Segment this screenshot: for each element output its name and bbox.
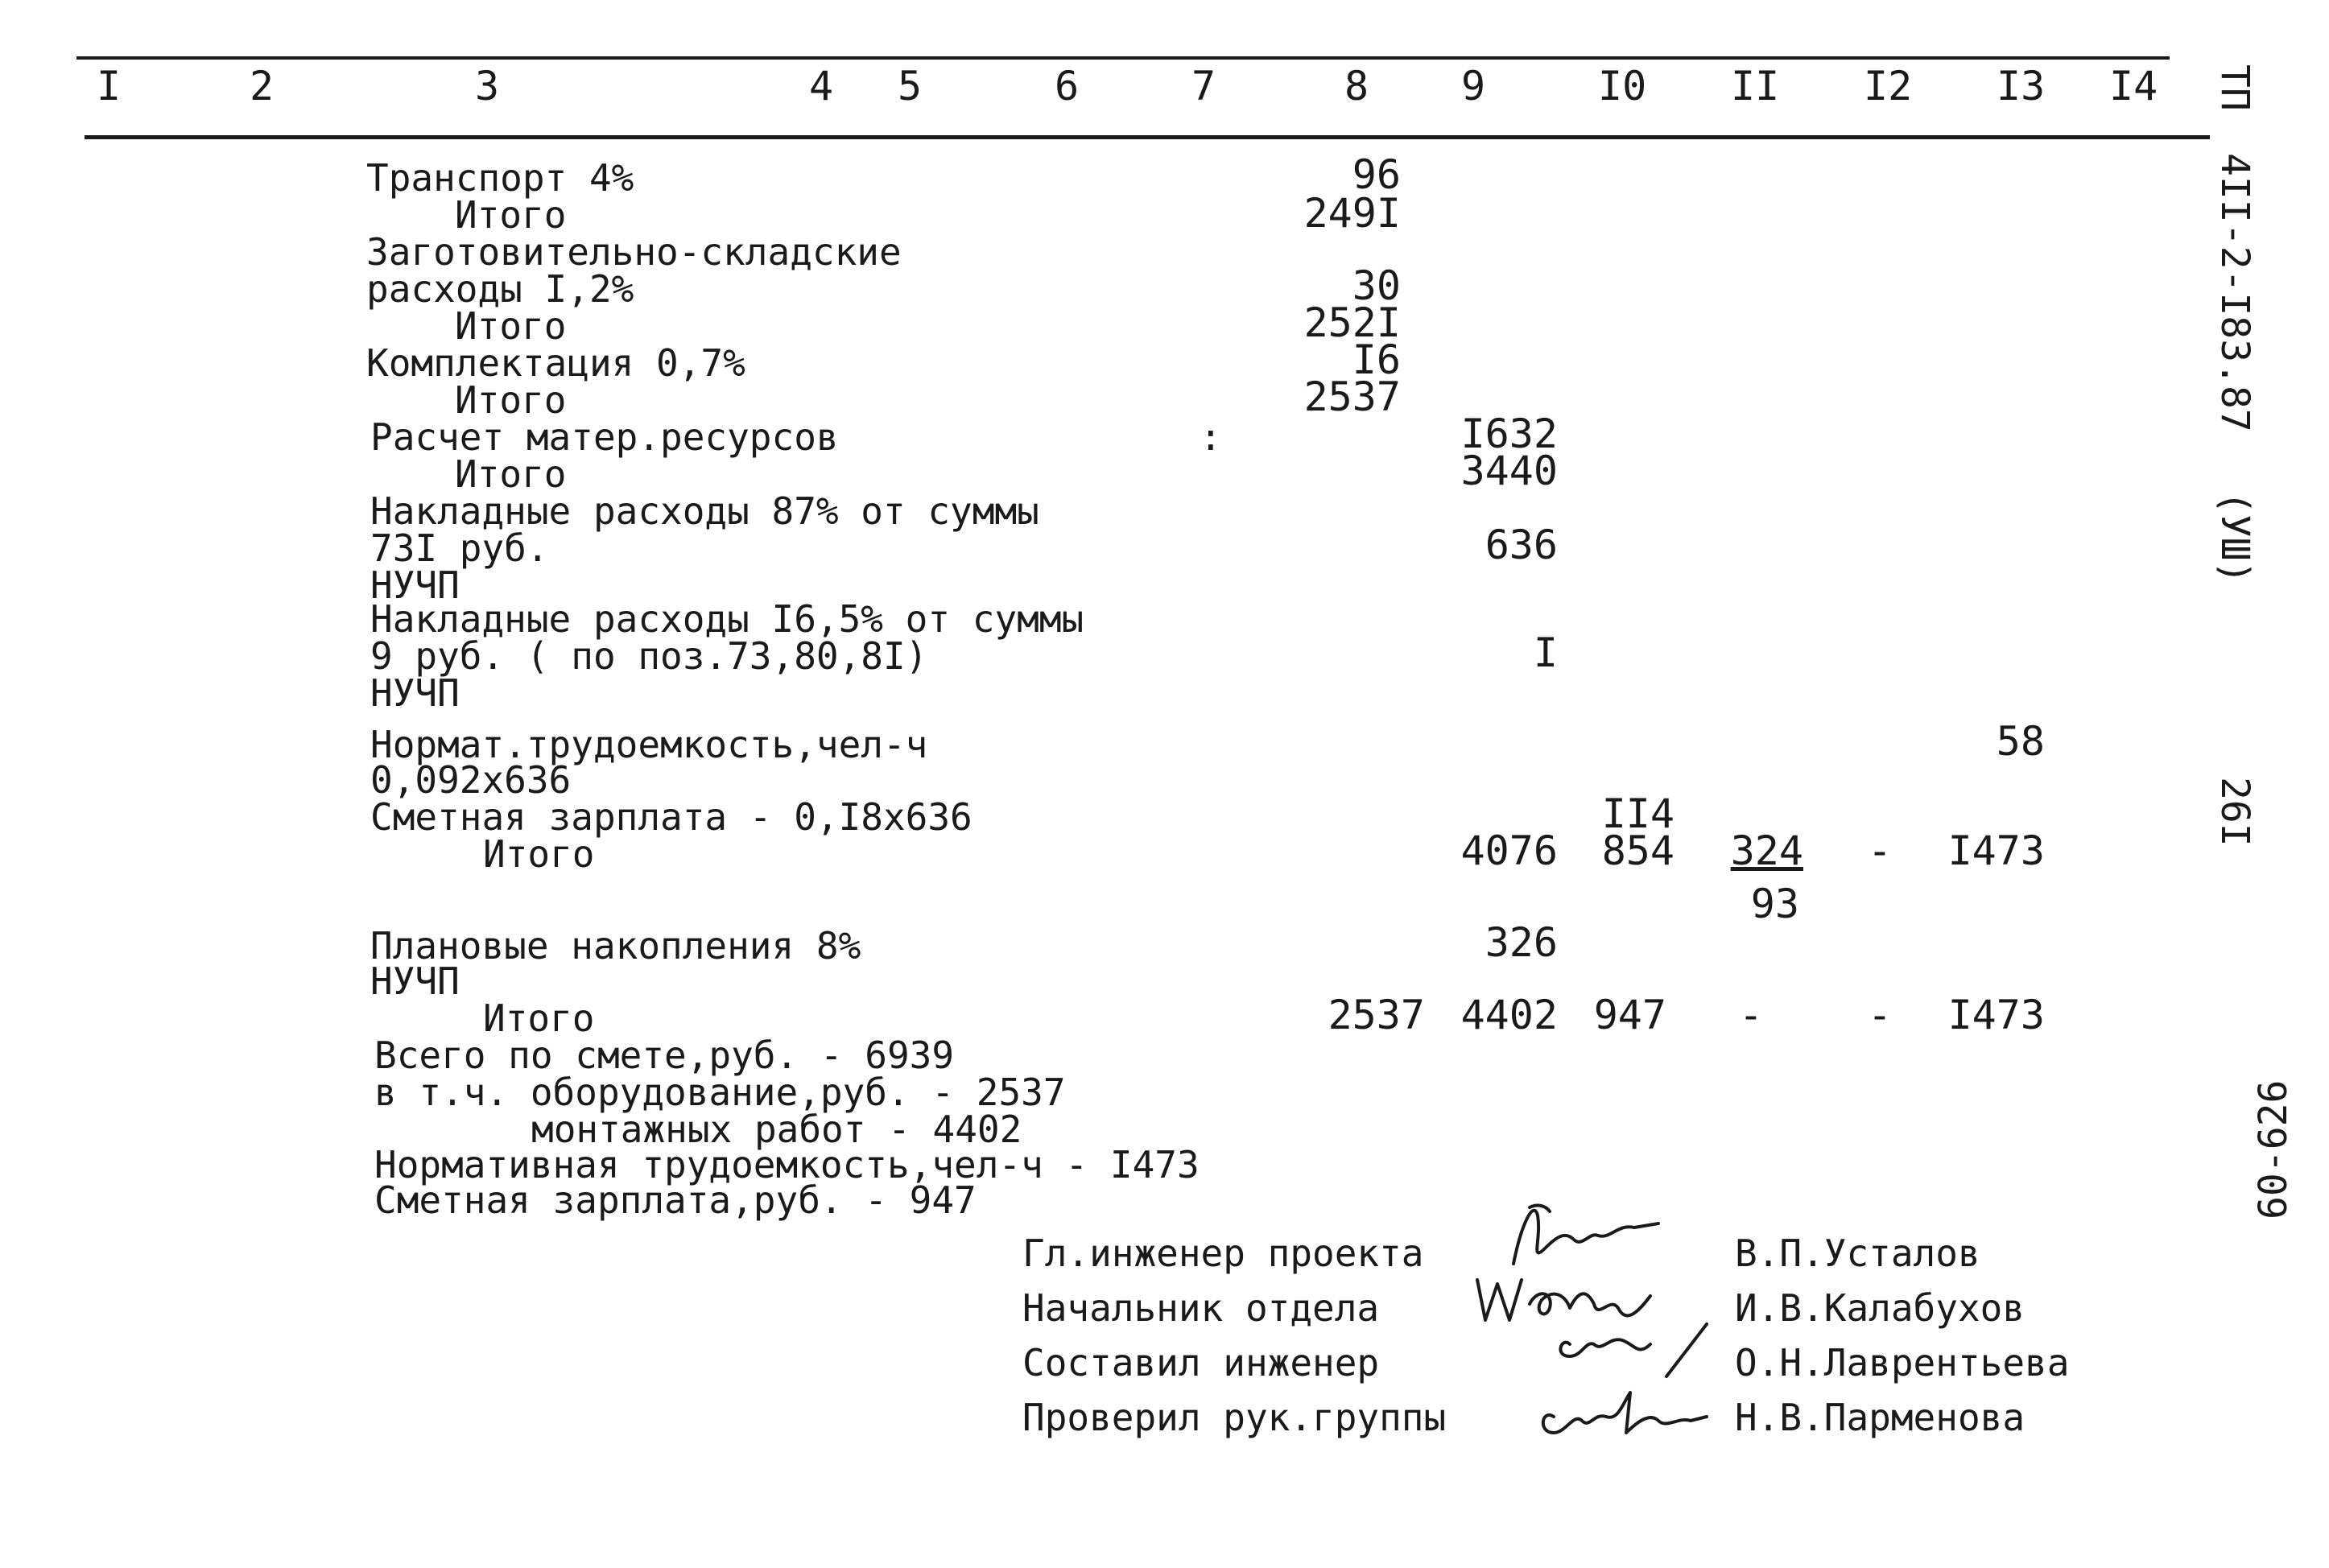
row-value-col9: 4076 — [1460, 827, 1558, 874]
signer-title: Начальник отдела — [1022, 1286, 1380, 1330]
row-value-col8: 249I — [1303, 190, 1401, 237]
handwritten-signature-3 — [1546, 1312, 1723, 1384]
row-label-nuchp: НУЧП — [370, 671, 460, 715]
row-value-col7: : — [1200, 415, 1222, 459]
page-number: 26I — [2212, 777, 2257, 847]
row-label-total: Итого — [483, 997, 595, 1040]
row-value-col10: 947 — [1593, 992, 1666, 1038]
total-labor: Нормативная трудоемкость,чел-ч - I473 — [374, 1143, 1200, 1186]
column-header-14: I4 — [2109, 63, 2158, 109]
row-value-col9: 326 — [1485, 919, 1558, 966]
top-rule — [76, 56, 2170, 60]
row-label-total: Итого — [483, 832, 595, 876]
row-label-procurement: Заготовительно-складские — [366, 230, 902, 274]
row-value-col13: I473 — [1947, 992, 2045, 1038]
row-label-planned-savings: Плановые накопления 8% — [370, 924, 861, 968]
column-header-8: 8 — [1344, 63, 1369, 109]
total-equipment: в т.ч. оборудование,руб. - 2537 — [374, 1071, 1066, 1114]
row-label-formula: 0,092х636 — [370, 758, 572, 802]
signer-name: О.Н.Лаврентьева — [1735, 1341, 2070, 1384]
row-value-col8: 2537 — [1303, 373, 1401, 420]
project-number: 4II-2-I83.87 — [2212, 153, 2257, 432]
column-header-1: I — [97, 63, 122, 109]
row-value-col13: I473 — [1947, 827, 2045, 874]
row-label-total: Итого — [455, 452, 567, 496]
signer-name: Н.В.Парменова — [1735, 1396, 2025, 1439]
doc-code: ТП — [2212, 64, 2257, 111]
row-label-overhead: Накладные расходы I6,5% от суммы — [370, 597, 1084, 641]
row-value-col8: 2537 — [1328, 992, 1425, 1038]
column-header-10: I0 — [1598, 63, 1647, 109]
row-value-col11: 324 — [1730, 827, 1803, 874]
row-label-wage: Сметная зарплата - 0,I8х636 — [370, 795, 972, 839]
row-value-col9: 636 — [1485, 522, 1558, 568]
row-label-labor-norm: Нормат.трудоемкость,чел-ч — [370, 723, 928, 766]
row-value-col13: 58 — [1996, 718, 2045, 765]
column-header-12: I2 — [1864, 63, 1913, 109]
row-label-nuchp: НУЧП — [370, 959, 460, 1003]
row-label-overhead-base: 73I руб. — [370, 526, 549, 570]
row-label-nuchp: НУЧП — [370, 563, 460, 607]
column-header-9: 9 — [1461, 63, 1486, 109]
row-value-col10: 854 — [1601, 827, 1674, 874]
volume-label: (УШ) — [2212, 491, 2257, 584]
row-label-completion: Комплектация 0,7% — [366, 341, 745, 385]
row-value-col9: 3440 — [1460, 448, 1558, 494]
handwritten-signature-4 — [1530, 1376, 1723, 1449]
row-value-col12: - — [1867, 992, 1892, 1038]
column-header-13: I3 — [1997, 63, 2046, 109]
sheet-code: 60-626 — [2251, 1079, 2296, 1219]
row-value-col9: I632 — [1460, 411, 1558, 457]
column-header-11: II — [1731, 63, 1780, 109]
total-wage: Сметная зарплата,руб. - 947 — [374, 1178, 977, 1222]
row-value-col8: 96 — [1352, 151, 1401, 198]
row-value-col9: I — [1533, 629, 1558, 676]
row-value-col8: I6 — [1352, 336, 1401, 383]
row-label-overhead-base: 9 руб. ( по поз.73,80,8I) — [370, 634, 928, 678]
signer-name: В.П.Усталов — [1735, 1232, 1980, 1275]
row-label-transport: Транспорт 4% — [366, 156, 634, 200]
column-header-5: 5 — [898, 63, 923, 109]
signer-title: Проверил рук.группы — [1022, 1396, 1447, 1439]
row-value-col12: - — [1867, 827, 1892, 874]
signer-title: Гл.инженер проекта — [1022, 1232, 1424, 1275]
row-value-col11: - — [1738, 992, 1763, 1038]
row-label-overhead: Накладные расходы 87% от суммы — [370, 489, 1039, 533]
row-label-total: Итого — [455, 193, 567, 237]
row-value-col9: 4402 — [1460, 992, 1558, 1038]
row-value-col11: 93 — [1750, 881, 1799, 927]
column-header-6: 6 — [1055, 63, 1080, 109]
row-label-materials: Расчет матер.ресурсов — [370, 415, 839, 459]
signer-name: И.В.Калабухов — [1735, 1286, 2025, 1330]
row-value-col8: 30 — [1352, 262, 1401, 309]
column-header-3: 3 — [475, 63, 500, 109]
total-estimate: Всего по смете,руб. - 6939 — [374, 1034, 955, 1077]
column-header-2: 2 — [250, 63, 275, 109]
column-header-4: 4 — [809, 63, 834, 109]
column-header-7: 7 — [1191, 63, 1216, 109]
row-label-total: Итого — [455, 378, 567, 422]
total-installation: монтажных работ - 4402 — [531, 1108, 1022, 1151]
row-value-col10: II4 — [1601, 790, 1674, 837]
signer-title: Составил инженер — [1022, 1341, 1380, 1384]
row-value-col8: 252I — [1303, 299, 1401, 346]
header-bottom-rule — [85, 135, 2210, 139]
row-label-total: Итого — [455, 304, 567, 348]
row-label-expenses: расходы I,2% — [366, 267, 634, 311]
